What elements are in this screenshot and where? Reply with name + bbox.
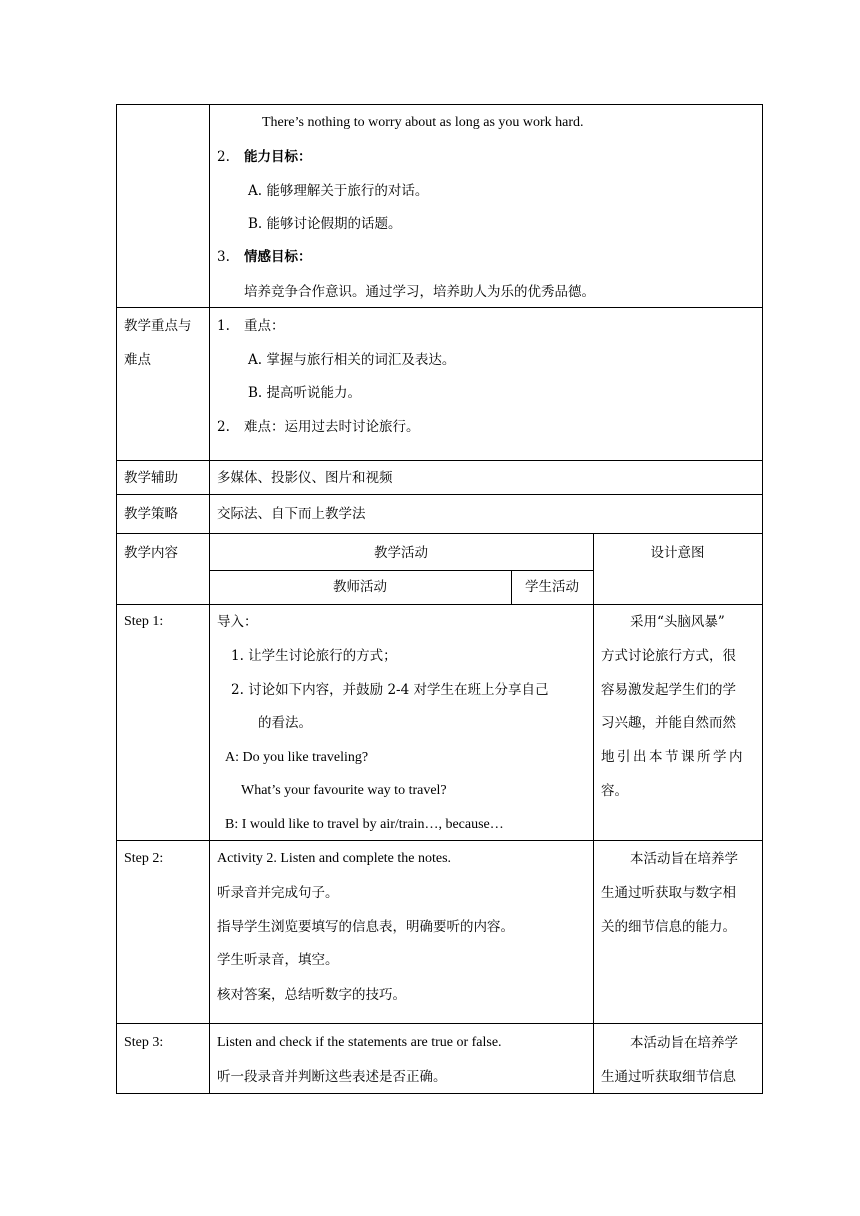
row-border (116, 1023, 763, 1024)
step1-line: 1. 让学生讨论旅行的方式； (231, 648, 397, 664)
step2-line: 学生听录音，填空。 (217, 952, 339, 968)
col-border (116, 104, 117, 1094)
col-border (209, 104, 210, 1094)
key-points-label-2: 难点 (124, 352, 151, 368)
step2-line: 指导学生浏览要填写的信息表，明确要听的内容。 (217, 919, 514, 935)
aids-label: 教学辅助 (124, 470, 178, 486)
col-border (762, 104, 763, 1094)
key-point-number: 1. (217, 318, 230, 334)
step1-intent-line: 采用“头脑风暴” (630, 614, 725, 630)
step1-intent-line: 容。 (601, 783, 628, 799)
row-border (116, 840, 763, 841)
key-points-label: 教学重点与 (124, 318, 192, 334)
step2-intent-line: 本活动旨在培养学 (630, 851, 738, 867)
emotion-text: 培养竞争合作意识。通过学习，培养助人为乐的优秀品德。 (244, 284, 595, 300)
teacher-activity-header: 教师活动 (333, 579, 387, 595)
step3-intent-line: 本活动旨在培养学 (630, 1035, 738, 1051)
emotion-title: 情感目标： (244, 249, 312, 265)
row-border (116, 460, 763, 461)
key-point-b: B. 提高听说能力。 (248, 385, 362, 401)
difficulty-text: 难点：运用过去时讨论旅行。 (244, 419, 420, 435)
step2-line: Activity 2. Listen and complete the notes. (217, 851, 452, 866)
step1-line: A: Do you like traveling? (225, 750, 369, 765)
intent-header: 设计意图 (650, 545, 705, 561)
ability-number: 2. (217, 149, 230, 165)
difficulty-number: 2. (217, 419, 230, 435)
step-label: Step 3: (124, 1035, 164, 1050)
activities-header: 教学活动 (374, 545, 428, 561)
content-header: 教学内容 (124, 545, 178, 561)
row-border (116, 533, 763, 534)
ability-title: 能力目标： (244, 149, 312, 165)
student-activity-header: 学生活动 (525, 579, 579, 595)
step1-intent-line: 习兴趣，并能自然而然 (601, 715, 736, 731)
step1-intent-line: 方式讨论旅行方式，很 (601, 648, 736, 664)
step2-line: 核对答案，总结听数字的技巧。 (217, 987, 406, 1003)
row-border (116, 494, 763, 495)
step2-line: 听录音并完成句子。 (217, 885, 339, 901)
emotion-number: 3. (217, 249, 230, 265)
key-point-title: 重点： (244, 318, 285, 334)
key-point-a: A. 掌握与旅行相关的词汇及表达。 (248, 352, 456, 368)
col-border (593, 533, 594, 1094)
step3-intent-line: 生通过听获取细节信息 (601, 1069, 736, 1085)
aids-value: 多媒体、投影仪、图片和视频 (217, 470, 393, 486)
step1-line: 的看法。 (258, 715, 312, 731)
objective-sentence: There’s nothing to worry about as long as you work hard. (262, 115, 584, 130)
step2-intent-line: 关的细节信息的能力。 (601, 919, 736, 935)
row-border (116, 604, 763, 605)
row-border (116, 307, 763, 308)
ability-item-a: A. 能够理解关于旅行的对话。 (248, 183, 429, 199)
strategy-value: 交际法、自下而上教学法 (217, 506, 366, 522)
step3-line: 听一段录音并判断这些表述是否正确。 (217, 1069, 447, 1085)
step1-intent-line: 容易激发起学生们的学 (601, 682, 736, 698)
row-border (116, 1093, 763, 1094)
row-border (116, 104, 763, 105)
strategy-label: 教学策略 (124, 506, 178, 522)
step1-line: 导入： (217, 614, 258, 630)
step1-line: What’s your favourite way to travel? (241, 783, 447, 798)
step2-intent-line: 生通过听获取与数字相 (601, 885, 736, 901)
step1-line: B: I would like to travel by air/train…, because… (225, 817, 504, 832)
ability-item-b: B. 能够讨论假期的话题。 (248, 216, 402, 232)
step1-line: 2. 讨论如下内容，并鼓励 2-4 对学生在班上分享自己 (231, 682, 549, 698)
step1-intent-line: 地引出本节课所学内 (601, 749, 745, 765)
row-border (209, 570, 593, 571)
step3-line: Listen and check if the statements are true or false. (217, 1035, 502, 1050)
step-label: Step 2: (124, 851, 164, 866)
step-label: Step 1: (124, 614, 164, 629)
